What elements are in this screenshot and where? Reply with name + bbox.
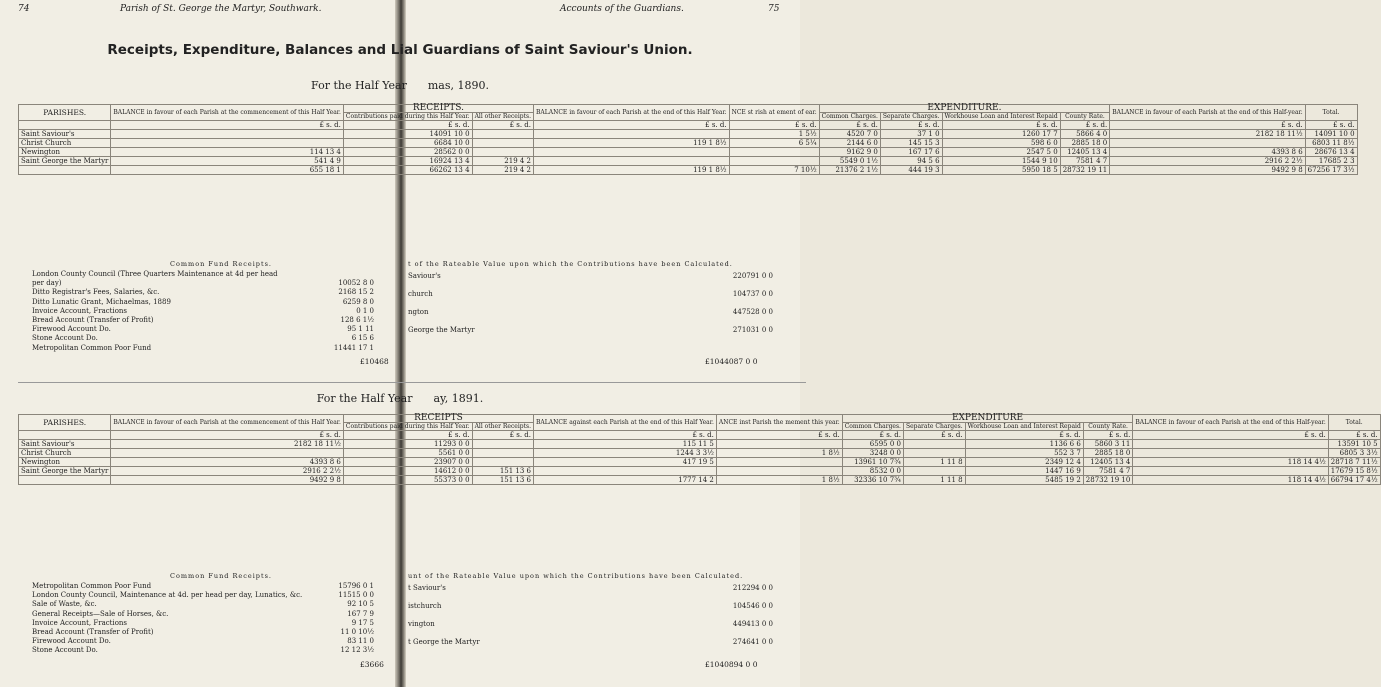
amount-cell: 598 6 0 [942,139,1060,148]
balance-start-header: BALANCE in favour of each Parish at the commencement of this Half Year. [111,415,344,431]
amount-cell: 23907 0 0 [343,458,472,467]
amount-cell: 28676 13 4 [1305,148,1357,157]
title-left: Receipts, Expenditure, Balances and Lial [107,42,418,58]
common-fund-label: London County Council, Maintenance at 4d. per head per day, Lunatics, &c. [32,591,303,600]
county-rate-header: County Rate. [1083,423,1133,431]
half2-subtitle [0,392,800,405]
amount-cell [534,467,717,476]
amount-cell [1133,467,1328,476]
totals-label [19,166,111,175]
amount-cell [472,440,533,449]
half-separator [18,382,806,383]
common-fund-label: Sale of Waste, &c. [32,600,97,609]
total-cell: 5485 19 2 [965,476,1083,485]
common-fund-amount: 11 0 10½ [340,628,374,636]
balance-end-header: BALANCE in favour of each Parish at the end of this Half Year. [534,105,730,121]
common-fund-label: General Receipts—Sale of Horses, &c. [32,609,169,618]
title-right: Guardians of Saint Saviour's Union. [422,42,693,58]
lsd-label: £ s. d. [534,121,730,130]
rateable-value-item [408,602,773,610]
rateable-value-amount: 447528 0 0 [732,308,773,316]
common-fund-amount: 11441 17 1 [333,343,374,352]
total-cell: 28732 19 11 [1060,166,1110,175]
amount-cell: 11293 0 0 [343,440,472,449]
total-cell: 118 14 4½ [1133,476,1328,485]
amount-cell: 7581 4 7 [1060,157,1110,166]
amount-cell: 4393 8 6 [111,458,344,467]
common-fund-item [32,591,384,599]
lsd-spacer [19,121,111,130]
amount-cell: 28562 0 0 [343,148,472,157]
amount-cell [111,449,344,458]
rateable-value-heading: t of the Rateable Value upon which the Contributions have been Calculated. [408,260,733,268]
common-fund-heading: Common Fund Receipts. [170,260,272,268]
totals-row [19,476,1381,485]
lsd-label: £ s. d. [903,431,965,440]
common-fund-amount: 95 1 11 [347,325,374,334]
total-cell: 66794 17 4½ [1328,476,1380,485]
amount-cell [903,440,965,449]
lsd-label: £ s. d. [842,431,903,440]
common-fund-amount: 10052 8 0 [338,279,374,288]
amount-cell [534,130,730,139]
amount-cell [903,467,965,476]
amount-cell: 1 8½ [716,449,842,458]
rateable-value-heading: unt of the Rateable Value upon which the Contributions have been Calculated. [408,572,744,580]
total-cell: 9492 9 8 [1110,166,1305,175]
separate-charges-header: Separate Charges. [880,113,942,121]
amount-cell: 5866 4 0 [1060,130,1110,139]
amount-cell: 12405 13 4 [1083,458,1133,467]
total-cell: 1 11 8 [903,476,965,485]
lsd-label: £ s. d. [111,431,344,440]
rateable-value-label: t Saviour's [408,584,446,592]
table-row [19,467,1381,476]
rateable-value-item [408,584,773,592]
common-fund-label: Stone Account Do. [32,646,98,655]
amount-cell: 2916 2 2½ [111,467,344,476]
common-fund-total: £10468 [360,356,389,366]
page-title [0,42,800,58]
county-rate-header: County Rate. [1060,113,1110,121]
lsd-label: £ s. d. [343,121,472,130]
table-row [19,449,1381,458]
parish-name: Christ Church [19,139,111,148]
amount-cell: 3248 0 0 [842,449,903,458]
amount-cell: 6803 11 8½ [1305,139,1357,148]
common-fund-amount: 83 11 0 [347,637,374,646]
amount-cell: 115 11 5 [534,440,717,449]
total-cell: 67256 17 3½ [1305,166,1357,175]
common-charges-header: Common Charges. [842,423,903,431]
common-fund-item [32,279,384,287]
amount-cell [111,139,344,148]
rateable-value-amount: 449413 0 0 [732,620,773,628]
amount-cell [534,148,730,157]
rateable-value-amount: 212294 0 0 [732,584,773,592]
amount-cell: 2144 6 0 [819,139,880,148]
common-fund-label: Bread Account (Transfer of Profit) [32,628,154,636]
amount-cell [472,458,533,467]
amount-cell: 2182 18 11½ [111,440,344,449]
amount-cell [534,157,730,166]
amount-cell: 5549 0 1½ [819,157,880,166]
amount-cell [716,458,842,467]
contributions-header: Contributions paid during this Half Year. [343,423,472,431]
amount-cell: 417 19 5 [534,458,717,467]
balance-fragment-header: NCE st rish at ement of ear. [729,105,819,121]
total-cell: 21376 2 1½ [819,166,880,175]
common-fund-item [32,600,384,608]
lsd-label: £ s. d. [1110,121,1305,130]
amount-cell: 28718 7 11½ [1328,458,1380,467]
common-fund-label: Metropolitan Common Poor Fund [32,582,152,590]
rateable-value-label: istchurch [408,602,442,610]
rateable-value-label: ngton [408,308,429,316]
parish-name: Saint Saviour's [19,440,111,449]
amount-cell: 1136 6 6 [965,440,1083,449]
rateable-value-amount: 274641 0 0 [732,638,773,646]
lsd-label: £ s. d. [1328,431,1380,440]
amount-cell: 6805 3 3½ [1328,449,1380,458]
receipts-header: RECEIPTS. [343,105,533,113]
common-charges-header: Common Charges. [819,113,880,121]
common-fund-amount: 167 7 9 [347,609,374,618]
total-cell: 66262 13 4 [343,166,472,175]
total-cell: 655 18 1 [111,166,344,175]
half2-sub-left: For the Half Year [316,392,413,405]
amount-cell: 541 4 9 [111,157,344,166]
amount-cell [1133,440,1328,449]
common-fund-amount: 92 10 5 [347,600,374,609]
balance-end-header: BALANCE against each Parish at the end of this Half Year. [534,415,717,431]
common-fund-item [32,334,384,342]
parishes-header: PARISHES. [19,415,111,431]
rateable-value-label: t George the Martyr [408,638,480,646]
common-fund-item [32,646,384,654]
common-fund-label: Metropolitan Common Poor Fund [32,343,152,352]
amount-cell [472,130,533,139]
other-receipts-header: All other Receipts. [472,113,533,121]
common-fund-label: Stone Account Do. [32,334,98,343]
common-fund-amount: 0 1 0 [356,306,374,315]
expenditure-header: EXPENDITURE. [819,105,1110,113]
amount-cell: 2916 2 2½ [1110,157,1305,166]
amount-cell: 1544 9 10 [942,157,1060,166]
amount-cell: 16924 13 4 [343,157,472,166]
total-cell: 1777 14 2 [534,476,717,485]
totals-row [19,166,1358,175]
amount-cell: 1 5½ [729,130,819,139]
half1-sub-right: mas, 1890. [427,79,489,92]
amount-cell [729,148,819,157]
half1-subtitle [0,79,800,92]
parish-name: Newington [19,458,111,467]
amount-cell: 1260 17 7 [942,130,1060,139]
amount-cell: 17679 15 8½ [1328,467,1380,476]
common-fund-amount: 12 12 3½ [340,646,374,655]
rateable-value-item [408,272,773,280]
total-cell: 1 8½ [716,476,842,485]
amount-cell [111,130,344,139]
amount-cell: 14612 0 0 [343,467,472,476]
right-page-number: 75 [768,4,780,14]
rateable-value-total: £1044087 0 0 [705,356,758,366]
table-row [19,148,1358,157]
amount-cell: 14091 10 0 [1305,130,1357,139]
amount-cell [1110,139,1305,148]
contributions-header: Contributions paid during this Half Year. [343,113,472,121]
common-fund-amount: 2168 15 2 [338,288,374,297]
amount-cell: 14091 10 0 [343,130,472,139]
common-fund-item [32,307,384,315]
amount-cell: 1244 3 3½ [534,449,717,458]
table-row [19,440,1381,449]
lsd-label: £ s. d. [1083,431,1133,440]
rateable-value-item [408,290,773,298]
amount-cell: 8532 0 0 [842,467,903,476]
separate-charges-header: Separate Charges. [903,423,965,431]
common-fund-label: Bread Account (Transfer of Profit) [32,316,154,324]
table-row [19,458,1381,467]
workhouse-loan-header: Workhouse Loan and Interest Repaid [942,113,1060,121]
rateable-value-amount: 104737 0 0 [732,290,773,298]
common-fund-item [32,288,384,296]
lsd-label: £ s. d. [880,121,942,130]
amount-cell [903,449,965,458]
common-fund-label: Invoice Account, Fractions [32,618,128,627]
amount-cell: 6595 0 0 [842,440,903,449]
amount-cell [1133,449,1328,458]
total-cell: 119 1 8½ [534,166,730,175]
amount-cell: 4520 7 0 [819,130,880,139]
amount-cell [729,157,819,166]
amount-cell: 118 14 4½ [1133,458,1328,467]
half1-sub-left: For the Half Year [311,79,407,92]
amount-cell [472,148,533,157]
common-fund-item [32,344,384,352]
balance-end-right-header: BALANCE in favour of each Parish at the end of this Half-year. [1133,415,1328,431]
right-running-head: Accounts of the Guardians. [560,4,684,14]
balance-start-header: BALANCE in favour of each Parish at the commencement of this Half Year. [111,105,344,121]
amount-cell: 151 13 6 [472,467,533,476]
total-cell: 32336 10 7¾ [842,476,903,485]
lsd-spacer [19,431,111,440]
common-fund-heading: Common Fund Receipts. [170,572,272,580]
left-running-head: Parish of St. George the Martyr, Southwark. [120,4,322,14]
lsd-label: £ s. d. [1133,431,1328,440]
lsd-label: £ s. d. [965,431,1083,440]
half1-accounts-table [18,104,1358,175]
common-fund-amount: 6 15 6 [351,334,374,343]
rateable-value-label: Saviour's [408,272,441,280]
workhouse-loan-header: Workhouse Loan and Interest Repaid [965,423,1083,431]
common-fund-label: per day) [32,279,62,288]
amount-cell: 219 4 2 [472,157,533,166]
rateable-value-label: church [408,290,433,298]
amount-cell: 552 3 7 [965,449,1083,458]
common-fund-label: Ditto Registrar's Fees, Salaries, &c. [32,288,160,297]
total-cell: 219 4 2 [472,166,533,175]
totals-label [19,476,111,485]
amount-cell: 13961 10 7¾ [842,458,903,467]
amount-cell: 119 1 8½ [534,139,730,148]
common-fund-label: Invoice Account, Fractions [32,306,128,315]
parishes-header: PARISHES. [19,105,111,121]
common-fund-item [32,619,384,627]
balance-end-right-header: BALANCE in favour of each Parish at the end of this Half-year. [1110,105,1305,121]
table-row [19,139,1358,148]
lsd-label: £ s. d. [942,121,1060,130]
rateable-value-item [408,620,773,628]
amount-cell: 17685 2 3 [1305,157,1357,166]
common-fund-item [32,298,384,306]
amount-cell: 2885 18 0 [1083,449,1133,458]
total-header: Total. [1305,105,1357,121]
common-fund-label: Ditto Lunatic Grant, Michaelmas, 1889 [32,297,171,306]
common-fund-item [32,270,384,278]
amount-cell [716,440,842,449]
amount-cell: 12405 13 4 [1060,148,1110,157]
lsd-label: £ s. d. [111,121,344,130]
amount-cell: 2182 18 11½ [1110,130,1305,139]
expenditure-header: EXPENDITURE [842,415,1133,423]
amount-cell: 4393 8 6 [1110,148,1305,157]
table-row [19,130,1358,139]
lsd-label: £ s. d. [534,431,717,440]
parish-name: Christ Church [19,449,111,458]
rateable-value-item [408,638,773,646]
amount-cell: 2547 5 0 [942,148,1060,157]
rateable-value-amount: 104546 0 0 [732,602,773,610]
common-fund-amount: 9 17 5 [351,618,374,627]
amount-cell: 1 11 8 [903,458,965,467]
common-fund-item [32,325,384,333]
total-cell: 28732 19 10 [1083,476,1133,485]
total-cell: 151 13 6 [472,476,533,485]
common-fund-item [32,316,384,324]
common-fund-item [32,628,384,636]
lsd-label: £ s. d. [716,431,842,440]
rateable-value-amount: 271031 0 0 [732,326,773,334]
left-page-number: 74 [18,4,30,14]
amount-cell: 167 17 6 [880,148,942,157]
amount-cell: 2349 12 4 [965,458,1083,467]
rateable-value-label: George the Martyr [408,326,475,334]
lsd-label: £ s. d. [343,431,472,440]
total-cell: 5950 18 5 [942,166,1060,175]
amount-cell: 2885 18 0 [1060,139,1110,148]
total-cell: 9492 9 8 [111,476,344,485]
table-row [19,157,1358,166]
common-fund-amount: 11515 0 0 [338,591,374,600]
rateable-value-item [408,308,773,316]
common-fund-label: London County Council (Three Quarters Maintenance at 4d per head [32,270,278,278]
parish-name: Saint George the Martyr [19,467,111,476]
amount-cell: 7581 4 7 [1083,467,1133,476]
lsd-label: £ s. d. [1060,121,1110,130]
amount-cell: 5860 3 11 [1083,440,1133,449]
lsd-label: £ s. d. [472,431,533,440]
amount-cell: 145 15 3 [880,139,942,148]
total-cell: 7 10½ [729,166,819,175]
other-receipts-header: All other Receipts. [472,423,533,431]
amount-cell: 37 1 0 [880,130,942,139]
amount-cell: 94 5 6 [880,157,942,166]
amount-cell: 6 5¼ [729,139,819,148]
rateable-value-item [408,326,773,334]
parish-name: Newington [19,148,111,157]
amount-cell: 114 13 4 [111,148,344,157]
lsd-label: £ s. d. [729,121,819,130]
amount-cell: 5561 0 0 [343,449,472,458]
parish-name: Saint Saviour's [19,130,111,139]
lsd-label: £ s. d. [1305,121,1357,130]
common-fund-label: Firewood Account Do. [32,637,111,646]
lsd-label: £ s. d. [819,121,880,130]
half2-accounts-table [18,414,1381,485]
lsd-label: £ s. d. [472,121,533,130]
amount-cell [472,449,533,458]
common-fund-item [32,637,384,645]
amount-cell: 13591 10 5 [1328,440,1380,449]
amount-cell [716,467,842,476]
common-fund-item [32,582,384,590]
total-cell: 55373 0 0 [343,476,472,485]
amount-cell: 9162 9 0 [819,148,880,157]
parish-name: Saint George the Martyr [19,157,111,166]
common-fund-item [32,610,384,618]
rateable-value-label: vington [408,620,435,628]
balance-fragment-header: ANCE inst Parish the mement this year. [716,415,842,431]
common-fund-total: £3666 [360,659,384,669]
amount-cell [472,139,533,148]
rateable-value-amount: 220791 0 0 [732,272,773,280]
common-fund-label: Firewood Account Do. [32,325,111,334]
common-fund-amount: 6259 8 0 [342,297,374,306]
amount-cell: 6684 10 0 [343,139,472,148]
common-fund-amount: 128 6 1½ [340,316,374,324]
common-fund-amount: 15796 0 1 [338,582,374,590]
rateable-value-total: £1040894 0 0 [705,659,758,669]
amount-cell: 1447 16 9 [965,467,1083,476]
total-cell: 444 19 3 [880,166,942,175]
receipts-header: RECEIPTS [343,415,533,423]
total-header: Total. [1328,415,1380,431]
half2-sub-right: ay, 1891. [433,392,484,405]
